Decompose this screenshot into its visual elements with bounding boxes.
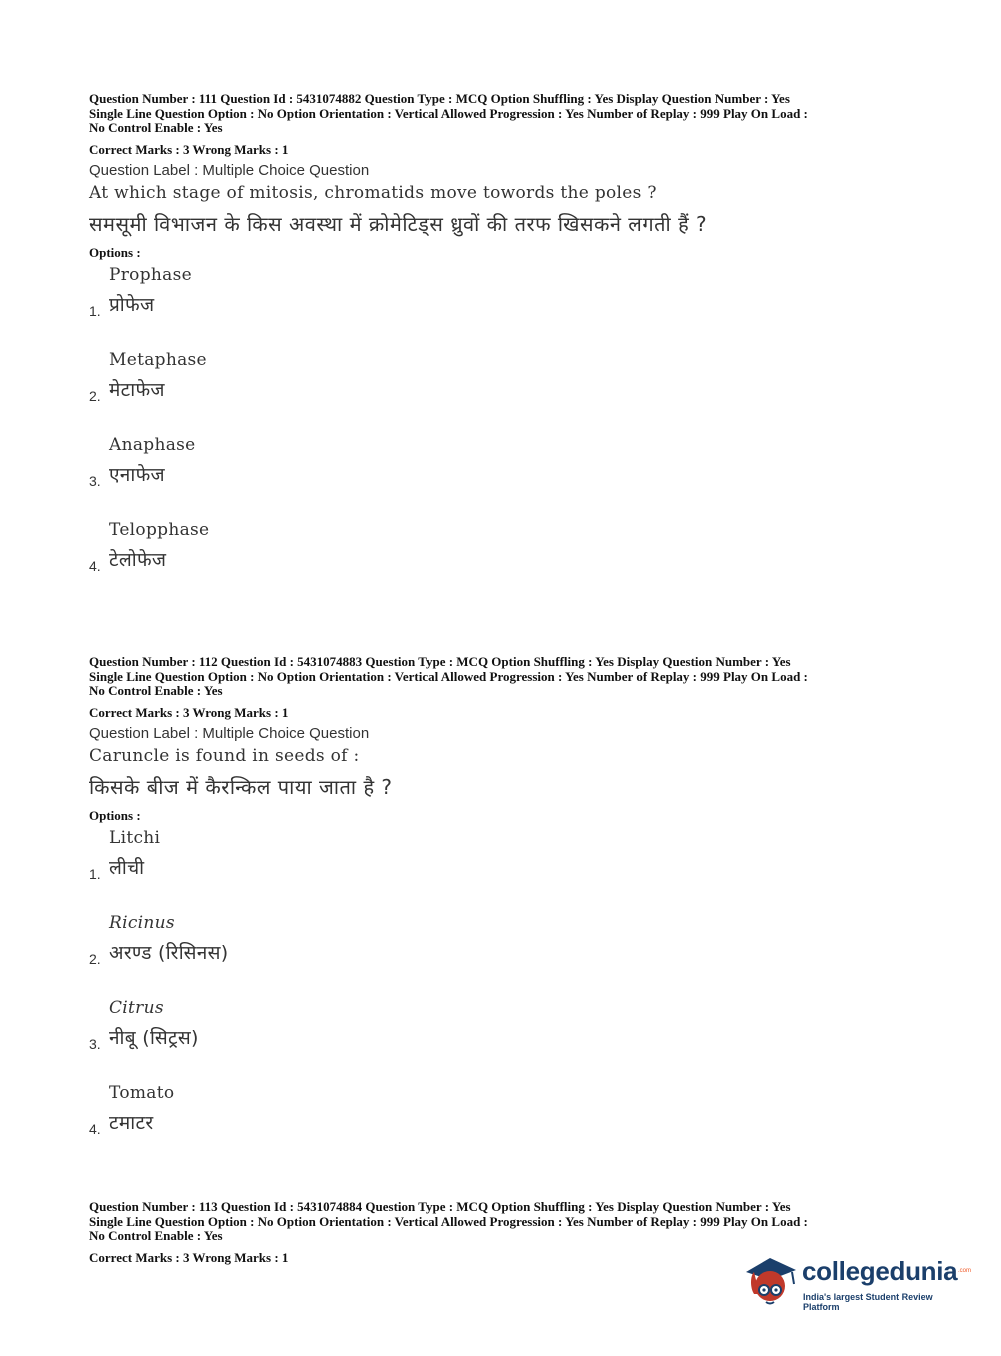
options-heading: Options : [89, 807, 141, 823]
option-number: 4. [89, 1120, 101, 1137]
option-text-english: Citrus [109, 997, 164, 1018]
question-label: Question Label : Multiple Choice Question [89, 161, 370, 179]
marks-line: Correct Marks : 3 Wrong Marks : 1 [89, 141, 289, 157]
option-item[interactable] [89, 346, 808, 431]
option-item[interactable] [89, 1079, 808, 1164]
option-number: 3. [89, 1035, 101, 1052]
question-label: Question Label : Multiple Choice Question [89, 724, 370, 742]
option-item[interactable] [89, 431, 808, 516]
option-number: 2. [89, 387, 101, 404]
option-text-hindi: नीबू (सिट्रस) [109, 1026, 199, 1049]
question-text-hindi: समसूमी विभाजन के किस अवस्था में क्रोमेटिड्स ध्रुवों की तरफ खिसकने लगती हैं ? [89, 211, 708, 236]
option-text-english: Metaphase [109, 349, 207, 370]
option-item[interactable] [89, 516, 808, 601]
question-text-english: Caruncle is found in seeds of : [89, 745, 360, 766]
option-number: 1. [89, 865, 101, 882]
option-text-english: Litchi [109, 827, 161, 848]
options-heading: Options : [89, 244, 141, 260]
question-text-hindi: किसके बीज में कैरन्किल पाया जाता है ? [89, 774, 393, 799]
meta-line: Question Number : 111 Question Id : 5431074882 Question Type : MCQ Option Shuffling : Yes Display Question Number : Yes [89, 91, 790, 106]
option-text-english: Prophase [109, 264, 192, 285]
meta-line: Question Number : 112 Question Id : 5431074883 Question Type : MCQ Option Shuffling : Yes Display Question Number : Yes [89, 654, 791, 669]
option-text-hindi: अरण्ड (रिसिनस) [109, 941, 229, 964]
question-text-english: At which stage of mitosis, chromatids move towords the poles ? [89, 182, 657, 203]
option-item[interactable] [89, 261, 808, 346]
meta-line: No Control Enable : Yes [89, 1228, 223, 1243]
collegedunia-logo [740, 1250, 970, 1320]
option-text-hindi: टमाटर [109, 1111, 154, 1134]
logo-tagline: India's largest Student Review Platform [803, 1292, 933, 1312]
option-item[interactable] [89, 909, 808, 994]
option-text-hindi: प्रोफेज [109, 293, 155, 316]
option-item[interactable] [89, 994, 808, 1079]
question-block-113 [89, 1200, 808, 1266]
question-meta [89, 92, 808, 136]
option-text-hindi: एनाफेज [109, 463, 165, 486]
meta-line: No Control Enable : Yes [89, 120, 223, 135]
meta-line: Single Line Question Option : No Option Orientation : Vertical Allowed Progression : Yes Number of Replay : 999 Play On Load : [89, 1213, 808, 1229]
question-meta [89, 1200, 808, 1244]
logo-wordmark: collegedunia [802, 1256, 958, 1286]
meta-line: No Control Enable : Yes [89, 683, 223, 698]
option-number: 2. [89, 950, 101, 967]
marks-line: Correct Marks : 3 Wrong Marks : 1 [89, 704, 289, 720]
option-text-english: Telopphase [109, 519, 210, 540]
option-text-hindi: मेटाफेज [109, 378, 165, 401]
question-block-112 [89, 655, 808, 1164]
option-text-hindi: टेलोफेज [109, 548, 167, 571]
option-text-english: Anaphase [109, 434, 196, 455]
logo-dotcom: .com [958, 1268, 972, 1274]
option-item[interactable] [89, 824, 808, 909]
meta-line: Single Line Question Option : No Option Orientation : Vertical Allowed Progression : Yes Number of Replay : 999 Play On Load : [89, 668, 808, 684]
mascot-icon [740, 1250, 802, 1312]
option-text-hindi: लीची [109, 856, 145, 879]
question-block-111 [89, 92, 808, 601]
meta-line: Question Number : 113 Question Id : 5431074884 Question Type : MCQ Option Shuffling : Yes Display Question Number : Yes [89, 1199, 791, 1214]
marks-line: Correct Marks : 3 Wrong Marks : 1 [89, 1249, 289, 1265]
option-text-english: Ricinus [109, 912, 175, 933]
option-number: 1. [89, 302, 101, 319]
option-number: 4. [89, 557, 101, 574]
option-number: 3. [89, 472, 101, 489]
question-meta [89, 655, 808, 699]
option-text-english: Tomato [109, 1082, 175, 1103]
meta-line: Single Line Question Option : No Option Orientation : Vertical Allowed Progression : Yes Number of Replay : 999 Play On Load : [89, 105, 808, 121]
